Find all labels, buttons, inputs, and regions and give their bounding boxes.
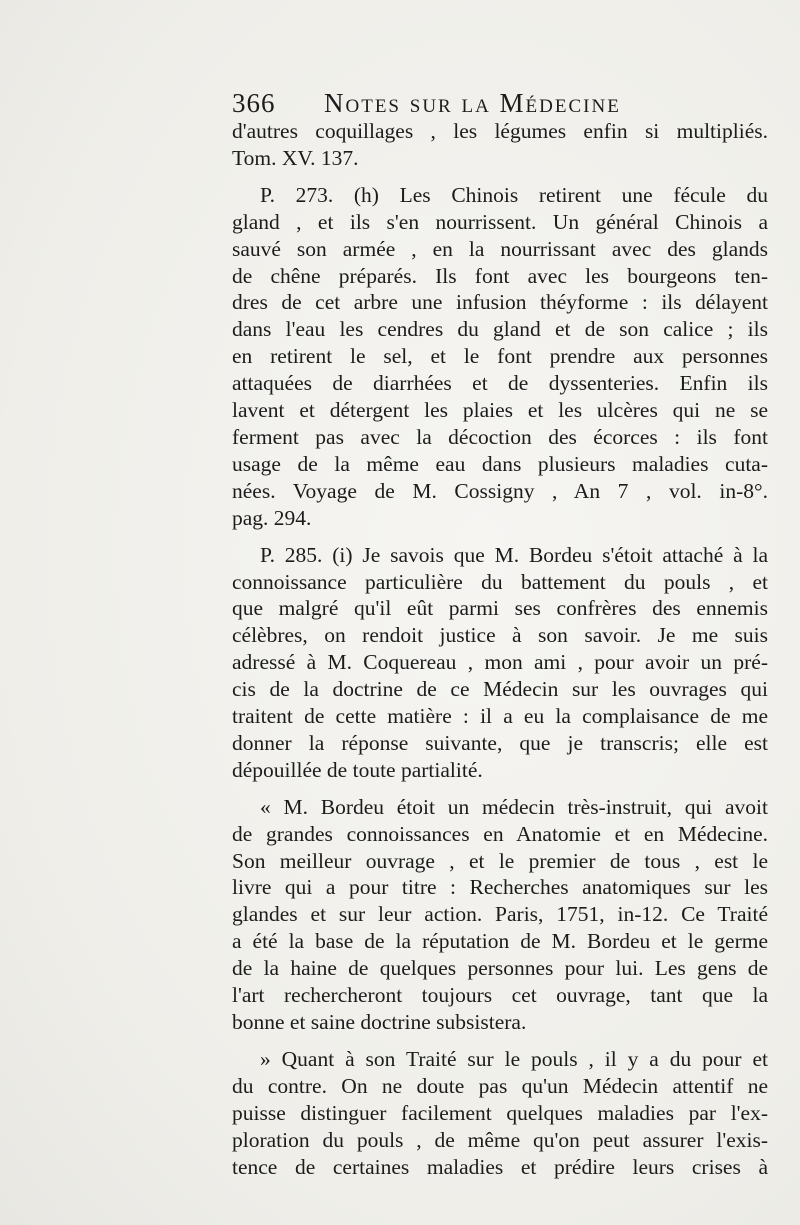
text-line: nées. Voyage de M. Cossigny , An 7 , vol. in-8°. (232, 478, 768, 503)
text-line: gland , et ils s'en nourrissent. Un général Chinois a (232, 209, 768, 234)
text-line: ferment pas avec la décoction des écorces : ils font (232, 424, 768, 449)
text-line: dres de cet arbre une infusion théyforme : ils délayent (232, 290, 768, 315)
text-line: P. 285. (i) Je savois que M. Bordeu s'étoit attaché à la (260, 542, 768, 567)
text-line: célèbres, on rendoit justice à son savoir. Je me suis (232, 623, 768, 648)
text-line: de chêne préparés. Ils font avec les bourgeons ten- (232, 263, 768, 288)
paragraph-gap (232, 532, 768, 542)
text-line: pag. 294. (232, 505, 312, 530)
text-line: adressé à M. Coquereau , mon ami , pour avoir un pré- (232, 650, 768, 675)
text-line: connoissance particulière du battement du pouls , et (232, 569, 768, 594)
page-number: 366 (232, 88, 276, 118)
text-line: usage de la même eau dans plusieurs maladies cuta- (232, 451, 768, 476)
text-line: donner la réponse suivante, que je transcris; elle est (232, 730, 768, 755)
text-line: dans l'eau les cendres du gland et de son calice ; ils (232, 317, 768, 342)
text-line: glandes et sur leur action. Paris, 1751, in-12. Ce Traité (232, 902, 768, 927)
text-line: ploration du pouls , de même qu'on peut assurer l'exis- (232, 1127, 768, 1152)
running-title: Notes sur la Médecine (324, 88, 621, 118)
text-line: l'art rechercheront toujours cet ouvrage, tant que la (232, 983, 768, 1008)
text-line: d'autres coquillages , les légumes enfin si multipliés. (232, 119, 768, 143)
text-line: » Quant à son Traité sur le pouls , il y a du pour et (260, 1046, 768, 1071)
text-line: puisse distinguer facilement quelques maladies par l'ex- (232, 1100, 768, 1125)
text-line: de grandes connoissances en Anatomie et en Médecine. (232, 821, 768, 846)
text-line: Tom. XV. 137. (232, 145, 359, 170)
text-line: Son meilleur ouvrage , et le premier de tous , est le (232, 848, 768, 873)
text-line: attaquées de diarrhées et de dyssenteries. Enfin ils (232, 371, 768, 396)
text-line: a été la base de la réputation de M. Bordeu et le germe (232, 929, 768, 954)
text-line: en retirent le sel, et le font prendre aux personnes (232, 344, 768, 369)
text-line: tence de certaines maladies et prédire leurs crises à (232, 1154, 768, 1179)
text-line: cis de la doctrine de ce Médecin sur les ouvrages qui (232, 677, 768, 702)
text-line: du contre. On ne doute pas qu'un Médecin attentif ne (232, 1073, 768, 1098)
paragraph-gap (232, 784, 768, 794)
paragraph-gap (232, 1036, 768, 1046)
body-text (232, 118, 768, 1180)
text-line: que malgré qu'il eût parmi ses confrères des ennemis (232, 596, 768, 621)
text-line: traitent de cette matière : il a eu la complaisance de me (232, 704, 768, 729)
text-line: dépouillée de toute partialité. (232, 757, 483, 782)
text-line: P. 273. (h) Les Chinois retirent une fécule du (260, 182, 768, 207)
text-line: sauvé son armée , en la nourrissant avec des glands (232, 236, 768, 261)
text-line: de la haine de quelques personnes pour lui. Les gens de (232, 956, 768, 981)
text-line: lavent et détergent les plaies et les ulcères qui ne se (232, 398, 768, 423)
paragraph-gap (232, 172, 768, 182)
text-line: livre qui a pour titre : Recherches anatomiques sur les (232, 875, 768, 900)
text-line: bonne et saine doctrine subsistera. (232, 1010, 527, 1034)
text-line: « M. Bordeu étoit un médecin très-instruit, qui avoit (260, 794, 768, 819)
